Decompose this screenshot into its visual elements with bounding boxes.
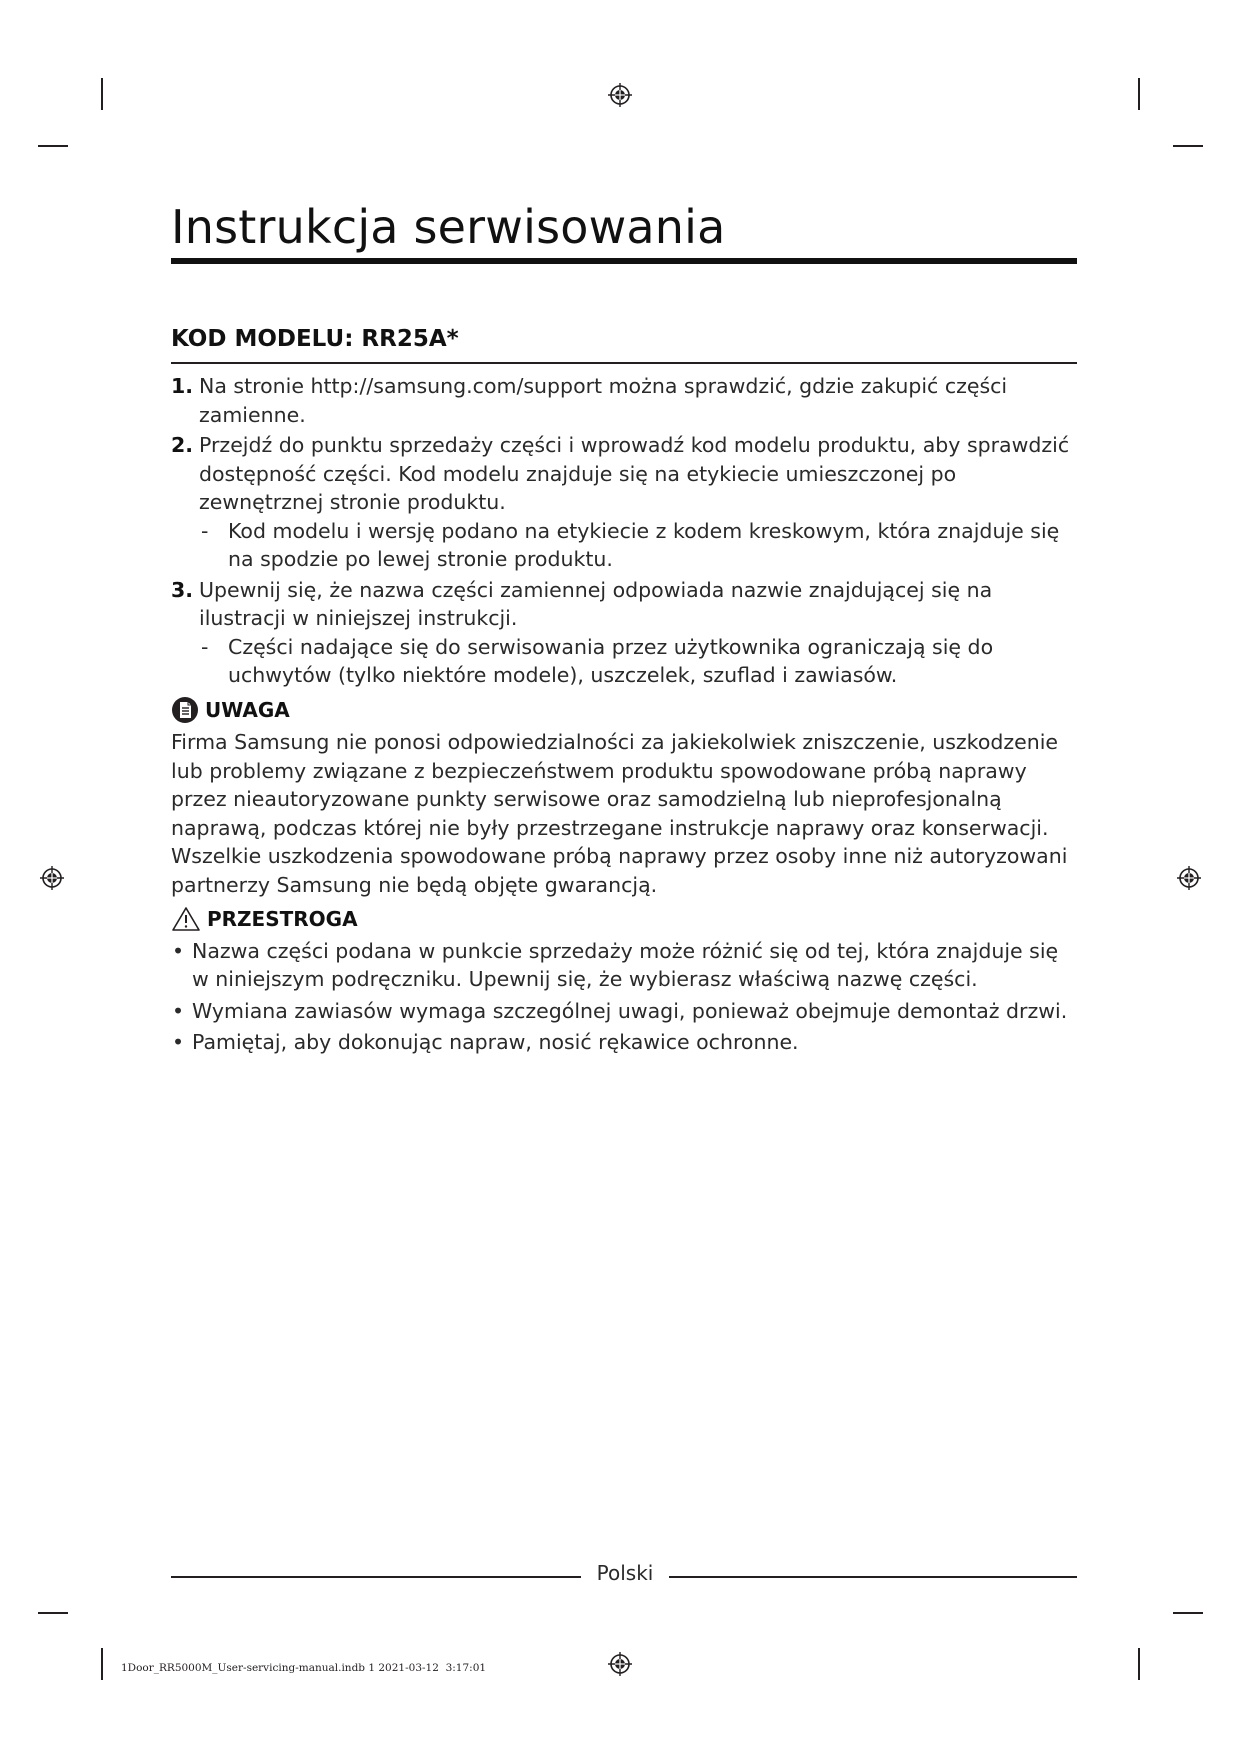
caution-item-text: Nazwa części podana w punkcie sprzedaży może różnić się od tej, która znajduje się w niniejszym podręczniku. Upewnij się, że wybierasz właściwą nazwę części. xyxy=(192,938,1059,991)
step-number: 1. xyxy=(171,374,194,398)
bullet-marker: • xyxy=(172,998,185,1023)
step-text: Przejdź do punktu sprzedaży części i wprowadź kod modelu produktu, aby sprawdzić dostępność części. Kod modelu znajduje się na etykiecie umieszczonej po zewnętrznej stronie produktu. xyxy=(199,433,1070,514)
page-title: Instrukcja serwisowania xyxy=(171,200,726,254)
step-item xyxy=(171,576,1081,690)
step-item xyxy=(171,431,1081,574)
crop-mark xyxy=(101,78,103,110)
crop-mark xyxy=(1138,1648,1140,1680)
section-rule xyxy=(171,362,1077,364)
crop-mark xyxy=(1173,145,1203,147)
caution-item xyxy=(171,937,1081,994)
bullet-marker: • xyxy=(172,938,185,963)
crop-mark xyxy=(1138,78,1140,110)
crop-mark xyxy=(38,1612,68,1614)
caution-item xyxy=(171,997,1081,1026)
section-heading: KOD MODELU: RR25A* xyxy=(171,326,459,352)
sub-item-text: Kod modelu i wersję podano na etykiecie z kodem kreskowym, która znajduje się na spodzie po lewej stronie produktu. xyxy=(228,518,1060,571)
registration-mark-icon xyxy=(608,1652,632,1676)
caution-item-text: Wymiana zawiasów wymaga szczególnej uwagi, ponieważ obejmuje demontaż drzwi. xyxy=(192,998,1068,1023)
print-info: 1Door_RR5000M_User-servicing-manual.indb 1 2021-03-12 ￼￼ 3:17:01 xyxy=(121,1662,487,1674)
crop-mark xyxy=(1173,1612,1203,1614)
dash-marker: - xyxy=(201,634,209,659)
note-text: Firma Samsung nie ponosi odpowiedzialności za jakiekolwiek zniszczenie, uszkodzenie lub problemy związane z bezpieczeństwem produktu spowodowane próbą naprawy przez nieautoryzowane punkty serwisowe oraz samodzielną lub nieprofesjonalną naprawą, podczas której nie były przestrzegane instrukcje naprawy oraz konserwacji. Wszelkie uszkodzenia spowodowane próbą naprawy przez osoby inne niż autoryzowani partnerzy Samsung nie będą objęte gwarancją. xyxy=(171,730,1068,897)
registration-mark-icon xyxy=(608,83,632,107)
note-label: UWAGA xyxy=(205,697,290,722)
crop-mark xyxy=(38,145,68,147)
footer-rule xyxy=(171,1576,581,1578)
dash-marker: - xyxy=(201,518,209,543)
step-number: 3. xyxy=(171,577,194,602)
footer-rule xyxy=(669,1576,1077,1578)
sub-item xyxy=(171,517,1081,574)
caution-item xyxy=(171,1028,1081,1057)
note-heading xyxy=(171,696,1081,725)
step-item xyxy=(171,372,1081,429)
sub-item-text: Części nadające się do serwisowania przez użytkownika ograniczają się do uchwytów (tylko niektóre modele), uszczelek, szuflad i zawiasów. xyxy=(228,634,994,687)
step-number: 2. xyxy=(171,433,194,457)
sub-item xyxy=(171,633,1081,690)
registration-mark-icon xyxy=(40,866,64,890)
warning-triangle-icon xyxy=(171,906,201,932)
caution-heading xyxy=(171,905,1081,934)
content xyxy=(171,370,1081,1057)
note-icon xyxy=(171,696,199,724)
footer-language: Polski xyxy=(596,1561,654,1585)
title-rule xyxy=(171,258,1077,264)
caution-label: PRZESTROGA xyxy=(207,907,358,931)
crop-mark xyxy=(101,1648,103,1680)
registration-mark-icon xyxy=(1177,866,1201,890)
bullet-marker: • xyxy=(172,1030,185,1054)
step-text: Upewnij się, że nazwa części zamiennej odpowiada nazwie znajdującej się na ilustracji w niniejszej instrukcji. xyxy=(199,577,993,630)
caution-item-text: Pamiętaj, aby dokonując napraw, nosić rękawice ochronne. xyxy=(192,1030,799,1054)
step-text: Na stronie http://samsung.com/support można sprawdzić, gdzie zakupić części zamienne. xyxy=(199,374,1008,427)
